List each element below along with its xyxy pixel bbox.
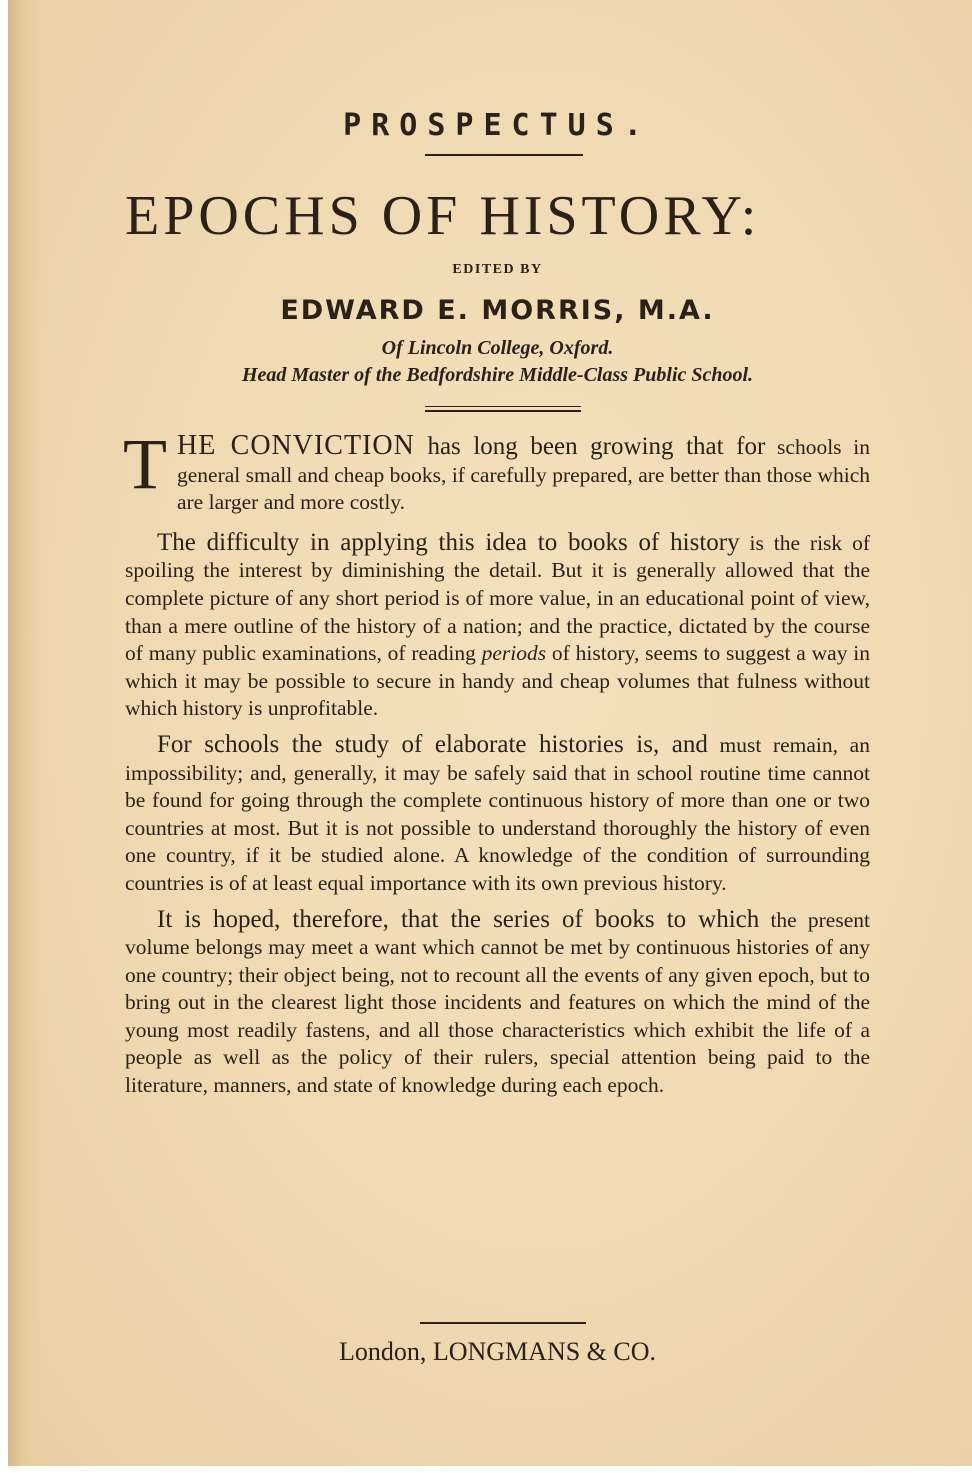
editor-affiliation-school: Head Master of the Bedfordshire Middle-Class Public School. — [241, 364, 754, 386]
page-title: EPOCHS OF HISTORY: — [125, 185, 761, 247]
paragraph-2 — [125, 529, 870, 723]
paragraph-4-text: the present volume belongs may meet a want which cannot be met by continuous histories of any one country; their object being, not to recount all the events of any given epoch, but to bring out in the clearest light those incidents and features on which the mind of the young most readily fastens, and all those characteristics which exhibit the life of a people as well as the policy of their rulers, special attention being paid to the literature, manners, and state of knowledge during each epoch. — [125, 907, 870, 1098]
ornamental-rule-top — [425, 406, 581, 407]
paragraph-1-lead: HE CONVICTION — [176, 430, 415, 461]
paragraph-1-text: schools in general small and cheap books, if carefully prepared, are better than those which are larger and more costly. — [176, 435, 870, 515]
edited-by-label: EDITED BY — [452, 262, 543, 277]
paragraph-2-italic: periods — [481, 641, 547, 666]
paragraph-1 — [123, 424, 870, 517]
prospectus-heading: PROSPECTUS. — [343, 108, 652, 143]
paragraph-2-text-a: is the risk of spoiling the interest by diminishing the detail. But it is generally allowed that the complete picture of any short period is of more value, in an educational point of view, than a mere outline of the history of a nation; and the practice, dictated by the course of many public examinations, of reading — [125, 530, 870, 666]
imprint-rule — [420, 1322, 586, 1324]
heading-rule — [425, 154, 583, 156]
paragraph-3 — [125, 731, 870, 898]
page — [8, 0, 972, 1466]
page-spine-shadow — [8, 0, 42, 1466]
paragraph-3-text: must remain, an impossibility; and, generally, it may be safely said that in school routine time cannot be found for going through the complete continuous history of more than one or two countries at most. But it is not possible to understand thoroughly the history of even one country, if it be studied alone. A knowledge of the condition of surrounding countries is of at least equal importance with its own previous history. — [125, 732, 870, 895]
paragraph-4 — [125, 906, 870, 1100]
paragraph-4-lead: It is hoped, therefore, that the series of books to which — [157, 905, 760, 933]
editor-affiliation-college: Of Lincoln College, Oxford. — [381, 337, 614, 359]
ornamental-rule-middle — [425, 410, 581, 412]
prospectus-body — [123, 424, 870, 1108]
publisher-imprint: London, LONGMANS & CO. — [338, 1337, 657, 1366]
paragraph-2-lead: The difficulty in applying this idea to books of history — [157, 528, 740, 556]
drop-cap: T — [123, 424, 167, 504]
editor-name: EDWARD E. MORRIS, M.A. — [280, 295, 715, 326]
paragraph-3-lead: For schools the study of elaborate histories is, and — [157, 730, 708, 758]
paragraph-1-lead-rest: has long been growing that for — [414, 433, 766, 460]
paragraph-2-text-b: of history, seems to suggest a way in which it may be possible to secure in handy and cheap volumes that fulness without which history is unprofitable. — [125, 641, 870, 721]
